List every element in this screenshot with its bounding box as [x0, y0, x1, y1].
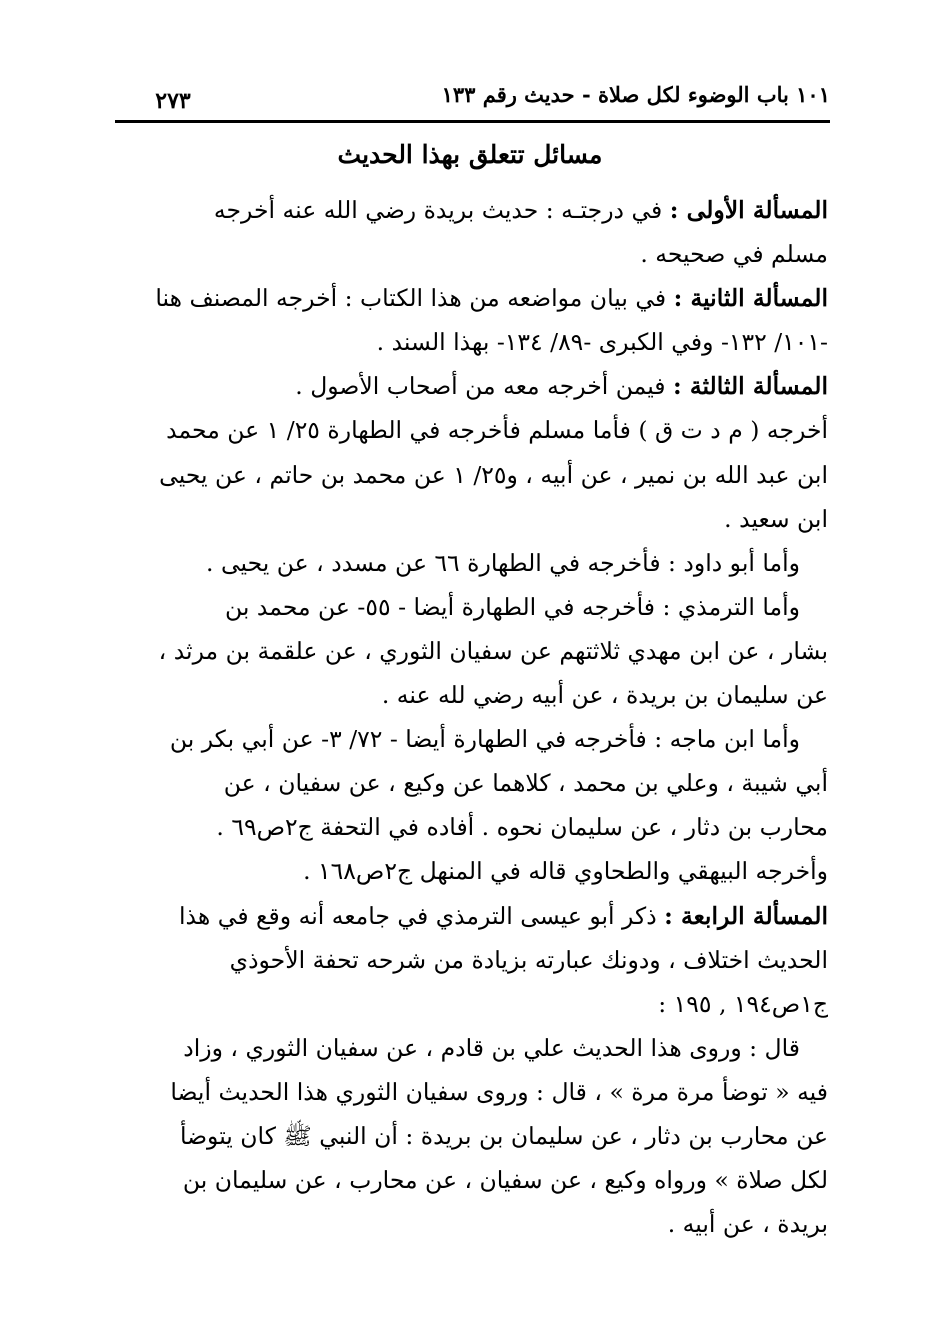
text-line: [110, 585, 828, 629]
text-line: [110, 320, 828, 364]
text-line: [110, 629, 828, 673]
text-line: [110, 276, 828, 320]
line-text: لكل صلاة » ورواه وكيع ، عن سفيان ، عن محارب ، عن سليمان بن: [182, 1166, 828, 1195]
line-text: أبي شيبة ، وعلي بن محمد ، كلاهما عن وكيع ، عن سفيان ، عن: [223, 769, 828, 798]
text-line: [110, 1202, 828, 1246]
line-text: محارب بن دثار ، عن سليمان نحوه . أفاده في التحفة ج٢ص٦٩ .: [216, 813, 828, 842]
text-line: [110, 673, 828, 717]
issue-label: المسألة الثالثة :: [673, 372, 828, 401]
text-line: [110, 805, 828, 849]
line-text: -١٠١/ ١٣٢- وفي الكبرى -٨٩/ ١٣٤- بهذا السند .: [376, 328, 828, 357]
text-line: [110, 1158, 828, 1202]
text-line: [110, 408, 828, 452]
text-line: [110, 982, 828, 1026]
line-text: الحديث اختلاف ، ودونك عبارته بزيادة من شرحه تحفة الأحوذي: [229, 945, 828, 974]
line-text: مسلم في صحيحه .: [640, 240, 828, 269]
line-text: فيمن أخرجه معه من أصحاب الأصول .: [295, 372, 673, 401]
line-text: عن محارب بن دثار ، عن سليمان بن بريدة : أن النبي ﷺ كان يتوضأ: [179, 1121, 828, 1150]
line-text: قال : وروى هذا الحديث علي بن قادم ، عن سفيان الثوري ، وزاد: [183, 1033, 800, 1062]
chapter-title: ١٠١ باب الوضوء لكل صلاة - حديث رقم ١٣٣: [441, 82, 830, 107]
line-text: بريدة ، عن أبيه .: [667, 1210, 828, 1239]
line-text: فيه « توضأ مرة مرة » ، قال : وروى سفيان الثوري هذا الحديث أيضا: [170, 1077, 828, 1106]
running-header: [115, 78, 830, 123]
line-text: ابن عبد الله بن نمير ، عن أبيه ، و٢٥/ ١ عن محمد بن حاتم ، عن يحيى: [159, 460, 828, 489]
text-line: [110, 232, 828, 276]
text-line: [110, 453, 828, 497]
text-line: [110, 938, 828, 982]
line-text: في درجتـه : حديث بريدة رضي الله عنه أخرجه: [213, 196, 670, 224]
text-line: [110, 1070, 828, 1114]
issue-label: المسألة الأولى :: [669, 196, 828, 224]
text-line: [110, 497, 828, 541]
line-text: وأخرجه البيهقي والطحاوي قاله في المنهل ج٢ص١٦٨ .: [303, 857, 828, 886]
line-text: وأما الترمذي : فأخرجه في الطهارة أيضا - ٥٥- عن محمد بن: [225, 592, 800, 621]
line-text: وأما أبو داود : فأخرجه في الطهارة ٦٦ عن مسدد ، عن يحيى .: [206, 548, 800, 577]
line-text: وأما ابن ماجه : فأخرجه في الطهارة أيضا - ٧٢/ ٣- عن أبي بكر بن: [169, 725, 800, 754]
line-text: ج١ص١٩٤ , ١٩٥ :: [658, 989, 828, 1018]
text-line: [110, 1114, 828, 1158]
text-line: [110, 188, 828, 232]
issue-label: المسألة الثانية :: [673, 284, 828, 313]
issue-label: المسألة الرابعة :: [664, 901, 828, 930]
text-line: [110, 849, 828, 893]
text-line: [110, 364, 828, 408]
section-heading: مسائل تتعلق بهذا الحديث: [337, 140, 603, 169]
line-text: بشار ، عن ابن مهدي ثلاثتهم عن سفيان الثوري ، عن علقمة بن مرثد ،: [158, 636, 828, 665]
line-text: عن سليمان بن بريدة ، عن أبيه رضي لله عنه .: [381, 681, 828, 710]
text-line: [110, 717, 828, 761]
text-line: [110, 541, 828, 585]
text-line: [110, 1026, 828, 1070]
line-text: ذكر أبو عيسى الترمذي في جامعه أنه وقع في هذا: [179, 901, 665, 930]
line-text: في بيان مواضعه من هذا الكتاب : أخرجه المصنف هنا: [155, 284, 674, 313]
text-line: [110, 894, 828, 938]
text-line: [110, 761, 828, 805]
body-text: [110, 188, 828, 1246]
line-text: ابن سعيد .: [724, 504, 828, 533]
line-text: أخرجه ( م د ت ق ) فأما مسلم فأخرجه في الطهارة ٢٥/ ١ عن محمد: [166, 416, 828, 445]
page-number: ٢٧٣: [115, 88, 231, 114]
